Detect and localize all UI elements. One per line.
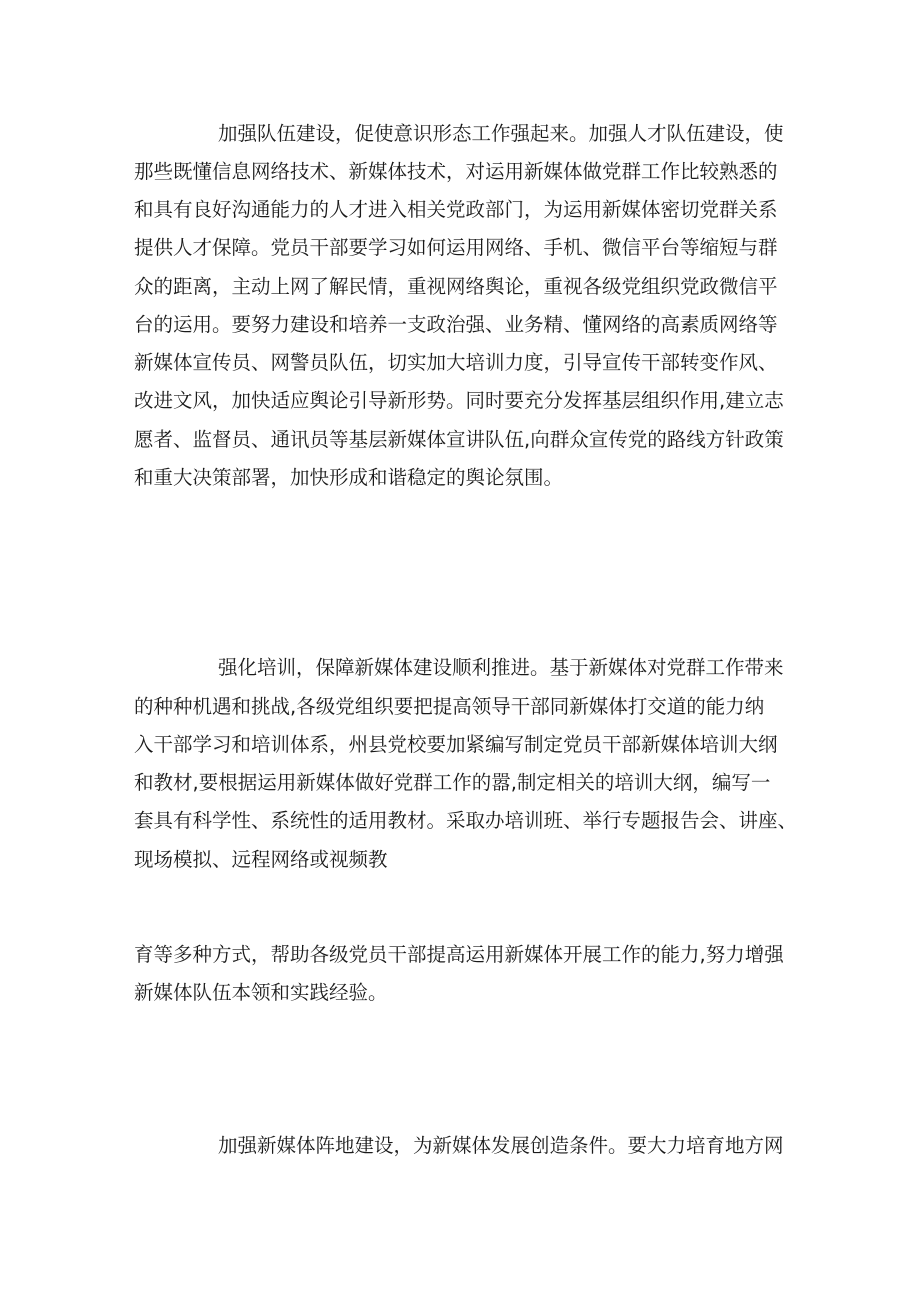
paragraph-1-line-5: 众的距离，主动上网了解民情，重视网络舆论，重视各级党组织党政微信平 bbox=[134, 275, 778, 298]
paragraph-2-line-3: 入干部学习和培训体系，州县党校要加紧编写制定党员干部新媒体培训大纲 bbox=[134, 733, 778, 756]
paragraph-2-line-5: 套具有科学性、系统性的适用教材。采取办培训班、举行专题报告会、讲座、 bbox=[134, 809, 798, 832]
paragraph-2-line-2: 的种种机遇和挑战,各级党组织要把提高领导干部同新媒体打交道的能力纳 bbox=[134, 695, 765, 718]
paragraph-2-line-1: 强化培训，保障新媒体建设顺利推进。基于新媒体对党群工作带来 bbox=[218, 656, 784, 679]
paragraph-1-line-1: 加强队伍建设，促使意识形态工作强起来。加强人才队伍建设，使 bbox=[218, 122, 784, 145]
paragraph-1-line-6: 台的运用。要努力建设和培养一支政治强、业务精、懂网络的高素质网络等 bbox=[134, 313, 778, 336]
paragraph-1-line-4: 提供人才保障。党员干部要学习如何运用网络、手机、微信平台等缩短与群 bbox=[134, 236, 778, 259]
paragraph-3-line-2: 新媒体队伍本领和实践经验。 bbox=[134, 981, 388, 1004]
paragraph-1-line-3: 和具有良好沟通能力的人才进入相关党政部门，为运用新媒体密切党群关系 bbox=[134, 198, 778, 221]
paragraph-1-line-9: 愿者、监督员、通讯员等基层新媒体宣讲队伍,向群众宣传党的路线方针政策 bbox=[134, 428, 784, 451]
paragraph-1-line-8: 改进文风，加快适应舆论引导新形势。同时要充分发挥基层组织作用,建立志 bbox=[134, 389, 784, 412]
paragraph-1-line-10: 和重大决策部署，加快形成和谐稳定的舆论氛围。 bbox=[134, 466, 564, 489]
paragraph-1-line-2: 那些既懂信息网络技术、新媒体技术，对运用新媒体做党群工作比较熟悉的 bbox=[134, 160, 778, 183]
paragraph-2-line-6: 现场模拟、远程网络或视频教 bbox=[134, 848, 388, 871]
paragraph-2-line-4: 和教材,要根据运用新媒体做好党群工作的嚣,制定相关的培训大纲，编写一 bbox=[134, 771, 771, 794]
paragraph-4-line-1: 加强新媒体阵地建设，为新媒体发展创造条件。要大力培育地方网 bbox=[218, 1134, 784, 1157]
paragraph-1-line-7: 新媒体宣传员、网警员队伍，切实加大培训力度，引导宣传干部转变作风、 bbox=[134, 351, 778, 374]
paragraph-3-line-1: 育等多种方式，帮助各级党员干部提高运用新媒体开展工作的能力,努力增强 bbox=[134, 943, 784, 966]
